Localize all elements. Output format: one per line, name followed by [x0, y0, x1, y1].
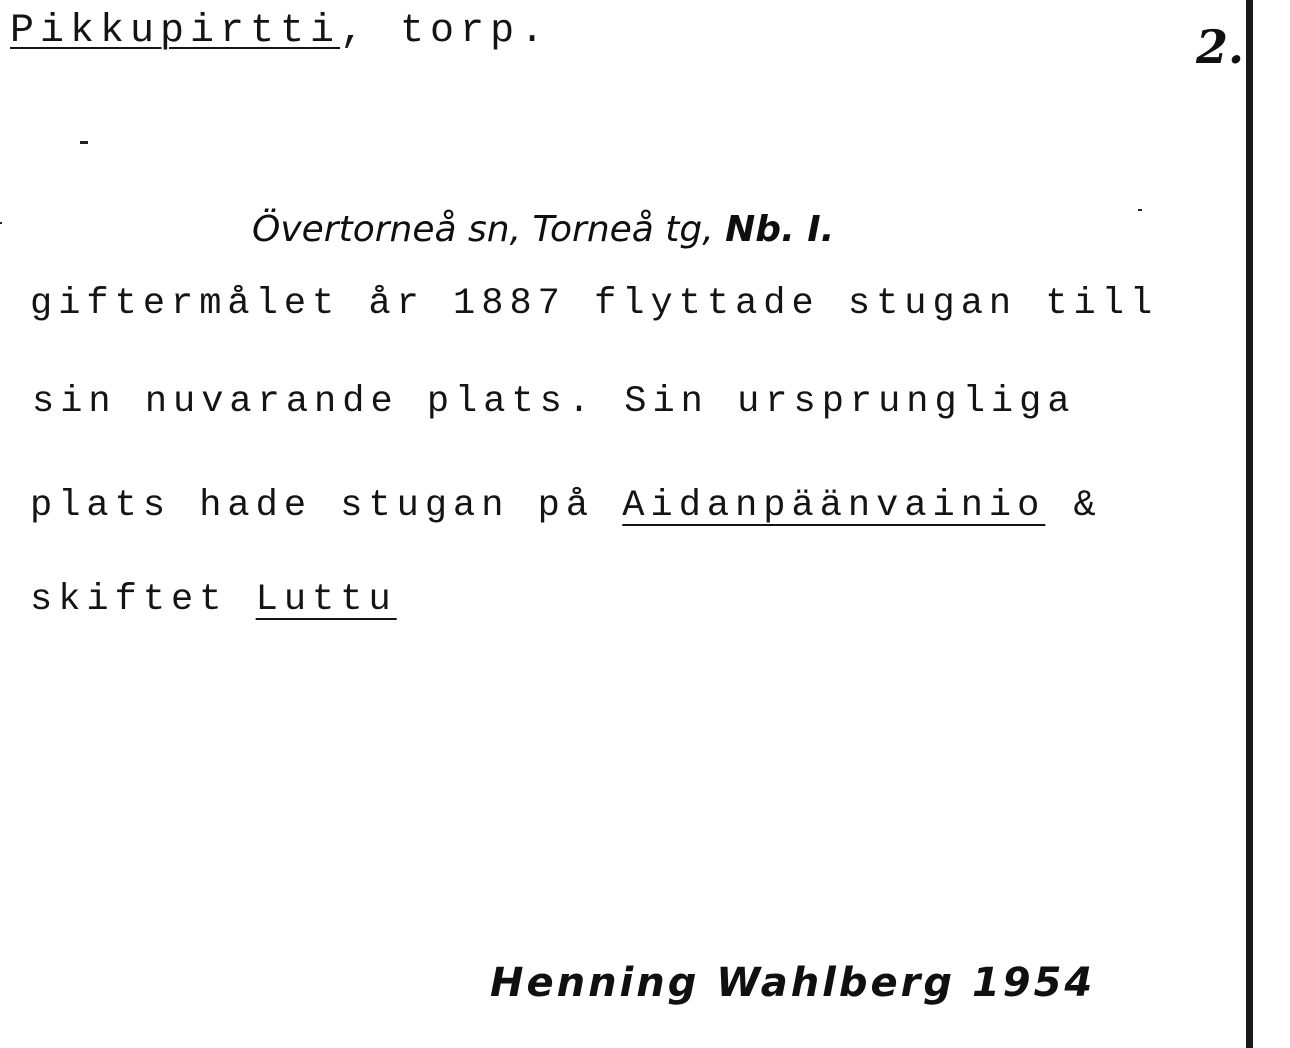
body-line-1: giftermålet år 1887 flyttade stugan till	[30, 283, 1159, 325]
stamp-district: Torneå tg,	[532, 209, 714, 250]
location-stamp	[252, 208, 834, 252]
stamp-book: Nb. I.	[725, 209, 835, 250]
body-line-3-start: plats hade stugan på	[30, 485, 623, 527]
card-edge-line	[1246, 0, 1253, 1048]
body-line-3-end: &	[1045, 485, 1102, 527]
ink-speck	[0, 222, 2, 224]
body-line-3	[30, 484, 1102, 528]
place-type: , torp.	[340, 9, 551, 54]
place-name: Pikkupirtti	[10, 9, 341, 54]
card-title	[10, 8, 550, 56]
signature-stamp: Henning Wahlberg 1954	[490, 960, 1096, 1006]
page-number: 2.	[1196, 20, 1245, 74]
body-line-2: sin nuvarande plats. Sin ursprungliga	[32, 381, 1076, 423]
place-reference-luttu: Luttu	[255, 579, 397, 621]
body-line-4-start: skiftet	[30, 579, 256, 621]
ink-speck	[80, 141, 88, 144]
stamp-parish: Övertorneå sn,	[252, 209, 522, 250]
place-reference-aidanpaanvainio: Aidanpäänvainio	[622, 485, 1046, 527]
ink-speck	[1138, 209, 1142, 211]
body-line-4	[30, 578, 397, 622]
